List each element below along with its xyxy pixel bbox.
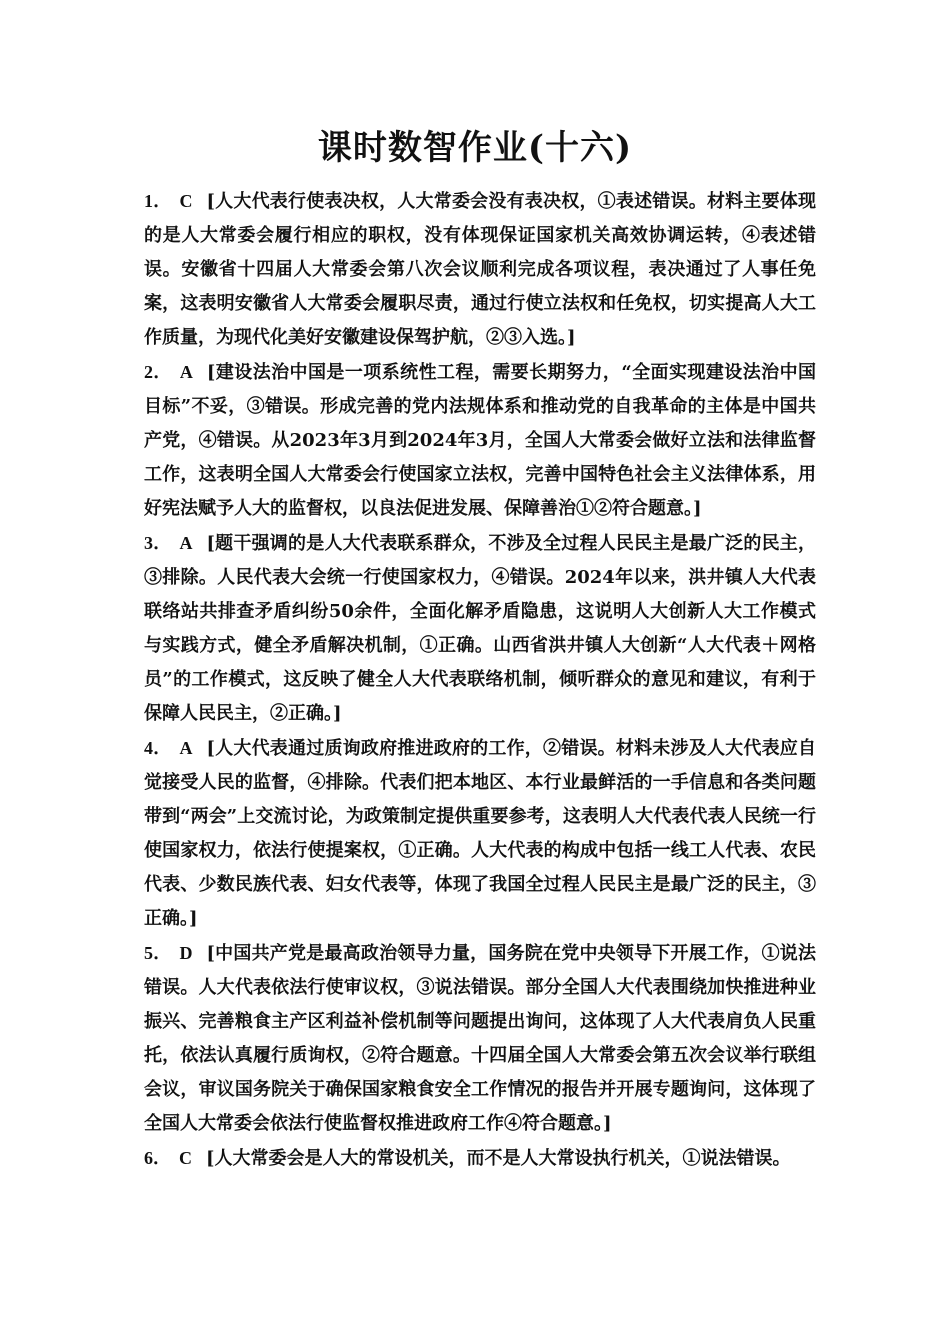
item-answer: D [179,943,193,963]
item-explanation: [人大代表行使表决权，人大常委会没有表决权，①表述错误。材料主要体现的是人大常委会履行相应的职权，没有体现保证国家机关高效协调运转，④表述错误。安徽省十四届人大常委会第八次会议顺利完成各项议程，表决通过了人事任免案，这表明安徽省人大常委会履职尽责，通过行使立法权和任免权，切实提高人大工作质量，为现代化美好安徽建设保驾护航，②③入选。] [144,191,817,348]
answer-item-3 [144,526,816,731]
item-explanation: [题干强调的是人大代表联系群众，不涉及全过程人民民主是最广泛的民主，③排除。人民代表大会统一行使国家权力，④错误。2024年以来，洪井镇人大代表联络站共排查矛盾纠纷50余件，全面化解矛盾隐患，这说明人大创新人大工作模式与实践方式，健全矛盾解决机制，①正确。山西省洪井镇人大创新“人大代表＋网格员”的工作模式，这反映了健全人大代表联络机制，倾听群众的意见和建议，有利于保障人民民主，②正确。] [144,533,817,724]
answer-item-5 [144,936,816,1141]
answer-item-6 [144,1141,816,1176]
item-answer: A [179,362,193,382]
item-answer: A [179,738,193,758]
item-explanation: [人大常委会是人大的常设机关，而不是人大常设执行机关，①说法错误。 [206,1148,791,1169]
item-answer: C [179,191,193,211]
item-number: 2． [144,362,172,382]
item-number: 4． [144,738,172,758]
answer-item-2 [144,355,816,526]
answer-item-1 [144,184,816,355]
item-number: 6． [144,1148,171,1168]
page-title: 课时数智作业(十六) [317,128,633,168]
answer-item-4 [144,731,816,936]
item-answer: A [179,533,193,553]
item-explanation: [建设法治中国是一项系统性工程，需要长期努力，“全面实现建设法治中国目标”不妥，③错误。形成完善的党内法规体系和推动党的自我革命的主体是中国共产党，④错误。从2023年3月到2024年3月，全国人大常委会做好立法和法律监督工作，这表明全国人大常委会行使国家立法权，完善中国特色社会主义法律体系，用好宪法赋予人大的监督权，以良法促进发展、保障善治①②符合题意。] [144,362,817,519]
item-number: 5． [144,943,172,963]
answer-list [144,184,816,1176]
item-answer: C [179,1148,192,1168]
item-number: 1． [144,191,172,211]
item-explanation: [中国共产党是最高政治领导力量，国务院在党中央领导下开展工作，①说法错误。人大代表依法行使审议权，③说法错误。部分全国人大代表围绕加快推进种业振兴、完善粮食主产区利益补偿机制等问题提出询问，这体现了人大代表肩负人民重托，依法认真履行质询权，②符合题意。十四届全国人大常委会第五次会议举行联组会议，审议国务院关于确保国家粮食安全工作情况的报告并开展专题询问，这体现了全国人大常委会依法行使监督权推进政府工作④符合题意。] [144,943,817,1134]
item-explanation: [人大代表通过质询政府推进政府的工作，②错误。材料未涉及人大代表应自觉接受人民的监督，④排除。代表们把本地区、本行业最鲜活的一手信息和各类问题带到“两会”上交流讨论，为政策制定提供重要参考，这表明人大代表代表人民统一行使国家权力，依法行使提案权，①正确。人大代表的构成中包括一线工人代表、农民代表、少数民族代表、妇女代表等，体现了我国全过程人民民主是最广泛的民主，③正确。] [144,738,817,929]
item-number: 3． [144,533,172,553]
